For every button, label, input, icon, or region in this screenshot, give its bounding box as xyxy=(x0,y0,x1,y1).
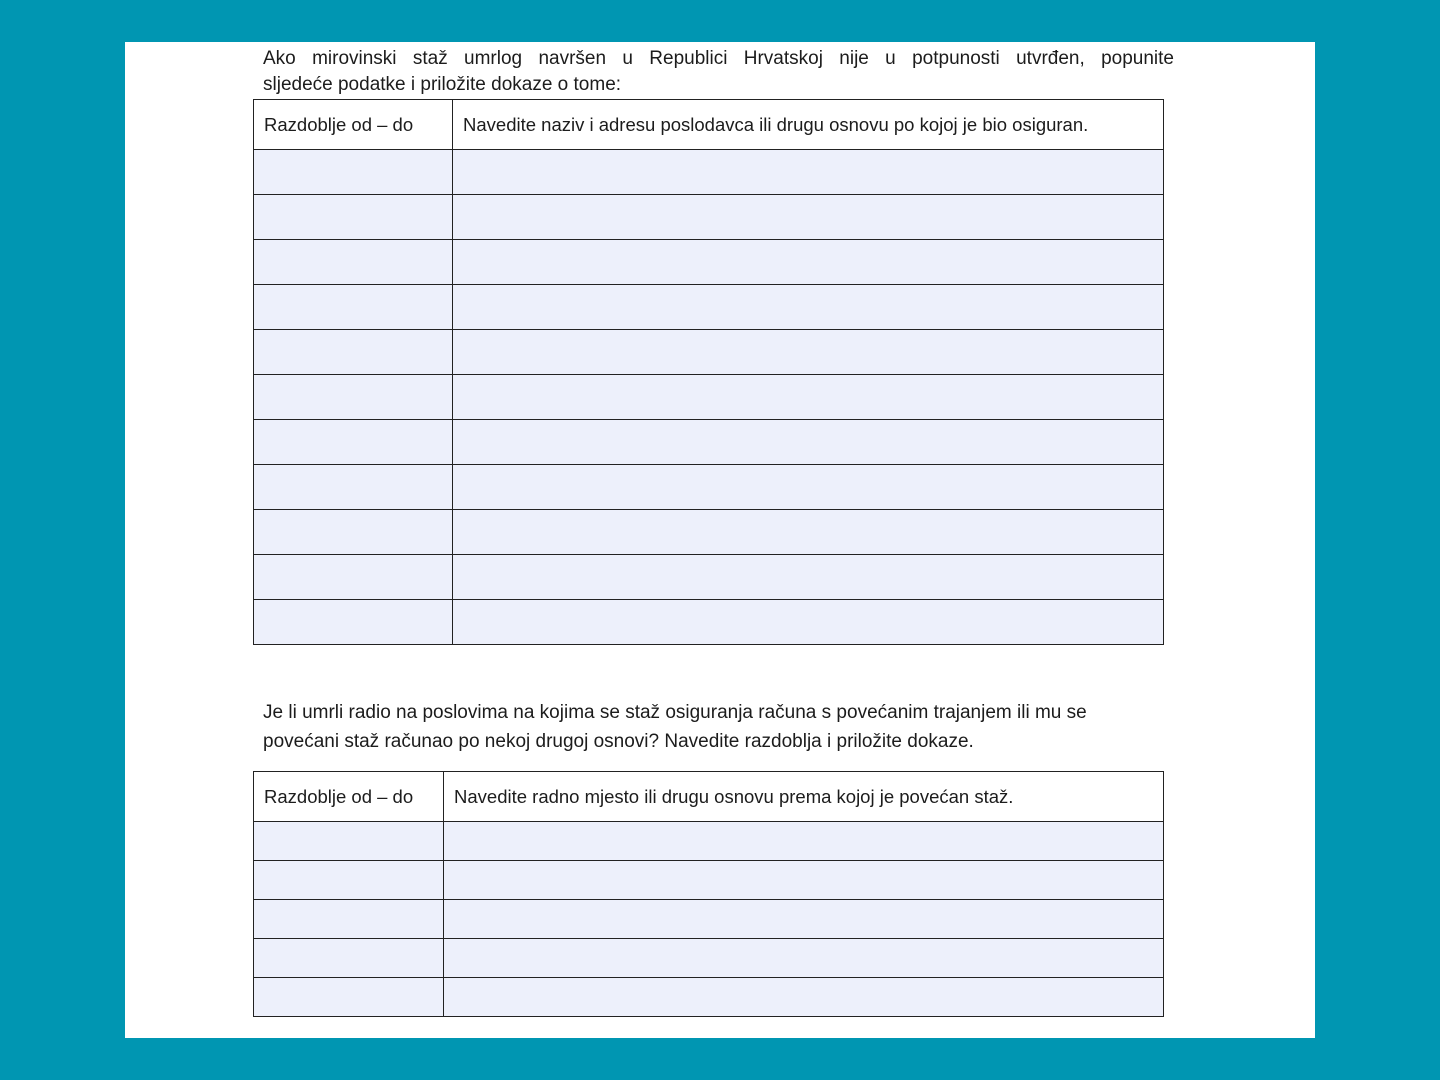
table-row xyxy=(254,510,1164,555)
employer-input-cell[interactable] xyxy=(453,375,1164,420)
position-input-cell[interactable] xyxy=(444,822,1164,861)
table-header-row xyxy=(254,100,1164,150)
position-input-cell[interactable] xyxy=(444,939,1164,978)
table-row xyxy=(254,195,1164,240)
period-input-cell[interactable] xyxy=(254,510,453,555)
employer-input-cell[interactable] xyxy=(453,420,1164,465)
section1-intro-line1: Ako mirovinski staž umrlog navršen u Republici Hrvatskoj nije u potpunosti utvrđen, popunite xyxy=(263,48,1174,69)
position-input-cell[interactable] xyxy=(444,861,1164,900)
table-row xyxy=(254,240,1164,285)
table-row xyxy=(254,600,1164,645)
table-row xyxy=(254,330,1164,375)
table-row xyxy=(254,285,1164,330)
period-input-cell[interactable] xyxy=(254,939,444,978)
form-page xyxy=(125,42,1315,1038)
position-input-cell[interactable] xyxy=(444,978,1164,1017)
section1-intro xyxy=(263,46,1174,98)
employer-input-cell[interactable] xyxy=(453,285,1164,330)
employer-input-cell[interactable] xyxy=(453,195,1164,240)
table-row xyxy=(254,375,1164,420)
table-row xyxy=(254,939,1164,978)
section1-intro-line2: sljedeće podatke i priložite dokaze o tome: xyxy=(263,74,622,95)
employer-input-cell[interactable] xyxy=(453,150,1164,195)
period-input-cell[interactable] xyxy=(254,285,453,330)
employer-input-cell[interactable] xyxy=(453,465,1164,510)
employer-input-cell[interactable] xyxy=(453,330,1164,375)
table-row xyxy=(254,900,1164,939)
table-row xyxy=(254,150,1164,195)
employer-input-cell[interactable] xyxy=(453,510,1164,555)
table-row xyxy=(254,978,1164,1017)
period-column-header: Razdoblje od – do xyxy=(254,772,444,822)
period-column-header: Razdoblje od – do xyxy=(254,100,453,150)
period-input-cell[interactable] xyxy=(254,861,444,900)
period-input-cell[interactable] xyxy=(254,822,444,861)
period-input-cell[interactable] xyxy=(254,420,453,465)
period-input-cell[interactable] xyxy=(254,240,453,285)
period-input-cell[interactable] xyxy=(254,195,453,240)
period-input-cell[interactable] xyxy=(254,978,444,1017)
table-row xyxy=(254,555,1164,600)
period-input-cell[interactable] xyxy=(254,600,453,645)
employer-column-header: Navedite naziv i adresu poslodavca ili drugu osnovu po kojoj je bio osiguran. xyxy=(453,100,1164,150)
period-input-cell[interactable] xyxy=(254,555,453,600)
position-column-header: Navedite radno mjesto ili drugu osnovu prema kojoj je povećan staž. xyxy=(444,772,1164,822)
table-row xyxy=(254,465,1164,510)
section2-question-line2: povećani staž računao po nekoj drugoj osnovi? Navedite razdoblja i priložite dokaze. xyxy=(263,731,974,752)
increased-service-table xyxy=(253,771,1164,1017)
period-input-cell[interactable] xyxy=(254,900,444,939)
table-header-row xyxy=(254,772,1164,822)
section2-question xyxy=(263,698,1163,756)
period-input-cell[interactable] xyxy=(254,150,453,195)
position-input-cell[interactable] xyxy=(444,900,1164,939)
section2-question-line1: Je li umrli radio na poslovima na kojima se staž osiguranja računa s povećanim trajanjem ili mu se xyxy=(263,702,1087,723)
insurance-periods-table xyxy=(253,99,1164,645)
table-row xyxy=(254,822,1164,861)
period-input-cell[interactable] xyxy=(254,330,453,375)
period-input-cell[interactable] xyxy=(254,465,453,510)
period-input-cell[interactable] xyxy=(254,375,453,420)
table-row xyxy=(254,861,1164,900)
employer-input-cell[interactable] xyxy=(453,555,1164,600)
employer-input-cell[interactable] xyxy=(453,600,1164,645)
table-row xyxy=(254,420,1164,465)
employer-input-cell[interactable] xyxy=(453,240,1164,285)
